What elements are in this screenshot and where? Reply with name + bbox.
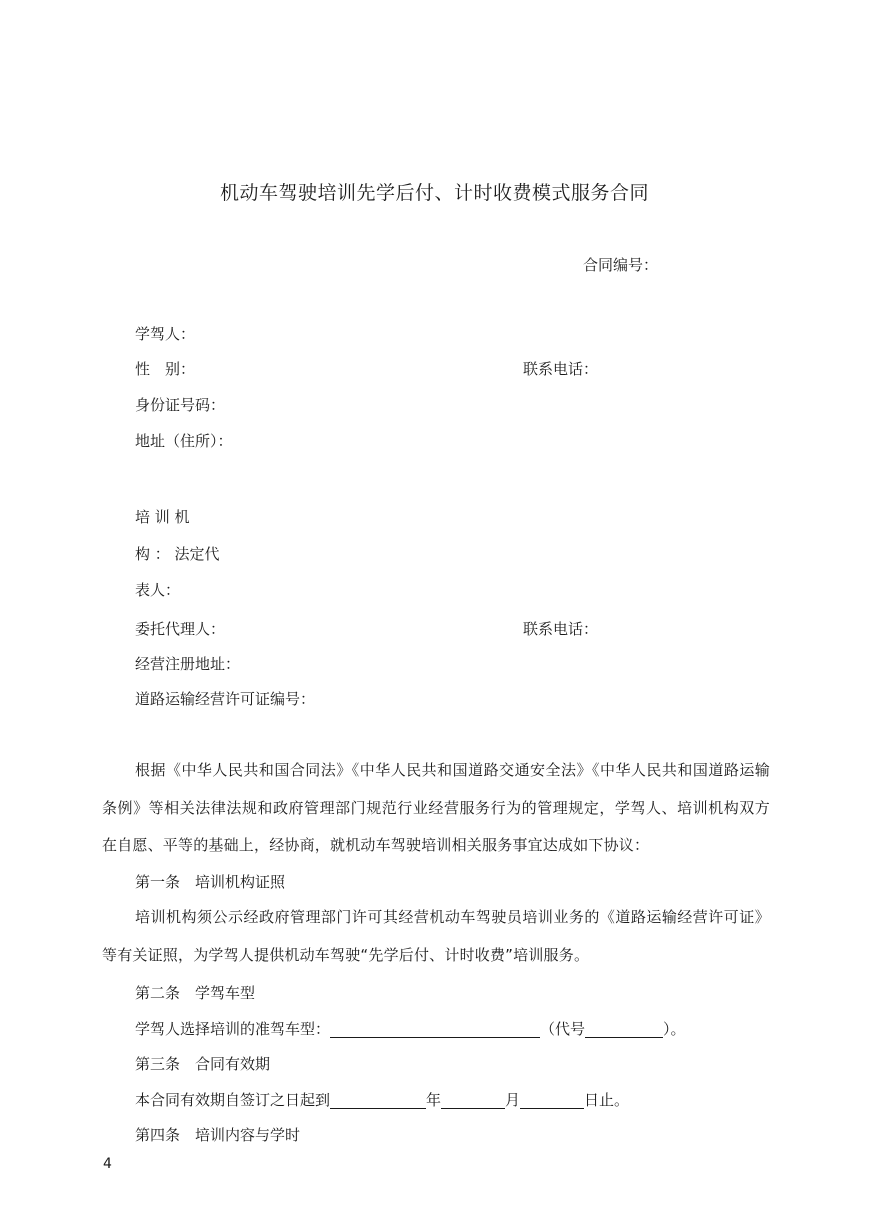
trainee-name-label: 学驾人： — [135, 325, 196, 343]
day-label: 日止。 — [584, 1091, 630, 1109]
contract-number-label: 合同编号： — [583, 256, 659, 274]
article-2-text-a: 学驾人选择培训的准驾车型： — [135, 1020, 331, 1038]
article-2-text-b: （代号 — [540, 1020, 586, 1038]
vehicle-code-blank[interactable] — [585, 1019, 663, 1038]
article-3-line — [135, 1089, 629, 1111]
trainee-gender-label: 性 别： — [135, 360, 196, 378]
article-3-heading: 第三条 合同有效期 — [135, 1055, 271, 1073]
year-label: 年 — [426, 1091, 442, 1109]
institution-line-3: 表人： — [135, 581, 181, 599]
institution-license-label: 道路运输经营许可证编号： — [135, 690, 316, 708]
article-2-text-c: ）。 — [663, 1020, 686, 1038]
article-3-text-a: 本合同有效期自签订之日起到 — [135, 1091, 331, 1109]
institution-line-2: 构 ： 法定代 — [135, 545, 220, 563]
article-1-body: 培训机构须公示经政府管理部门许可其经营机动车驾驶员培训业务的《道路运输经营许可证》等有关证照，为学驾人提供机动车驾驶“先学后付、计时收费”培训服务。 — [102, 908, 770, 964]
vehicle-type-blank[interactable] — [330, 1019, 540, 1038]
year-blank[interactable] — [330, 1090, 426, 1109]
page-title: 机动车驾驶培训先学后付、计时收费模式服务合同 — [219, 182, 649, 204]
day-blank[interactable] — [520, 1090, 584, 1109]
month-label: 月 — [505, 1091, 521, 1109]
preamble-paragraph: 根据《中华人民共和国合同法》《中华人民共和国道路交通安全法》《中华人民共和国道路运输条例》等相关法律法规和政府管理部门规范行业经营服务行为的管理规定，学驾人、培训机构双方在自愿、平等的基础上，经协商，就机动车驾驶培训相关服务事宜达成如下协议： — [102, 761, 770, 854]
page-number: 4 — [103, 1156, 112, 1172]
trainee-phone-label: 联系电话： — [523, 360, 599, 378]
article-2-line — [135, 1018, 686, 1040]
institution-line-1: 培 训 机 — [135, 508, 190, 526]
institution-phone-label: 联系电话： — [523, 620, 599, 638]
article-4-heading: 第四条 培训内容与学时 — [135, 1126, 301, 1144]
trainee-address-label: 地址（住所）： — [135, 432, 233, 450]
trainee-id-label: 身份证号码： — [135, 396, 226, 414]
month-blank[interactable] — [441, 1090, 505, 1109]
institution-reg-address-label: 经营注册地址： — [135, 655, 241, 673]
institution-agent-label: 委托代理人： — [135, 620, 226, 638]
article-2-heading: 第二条 学驾车型 — [135, 984, 256, 1002]
article-1-heading: 第一条 培训机构证照 — [135, 873, 286, 891]
